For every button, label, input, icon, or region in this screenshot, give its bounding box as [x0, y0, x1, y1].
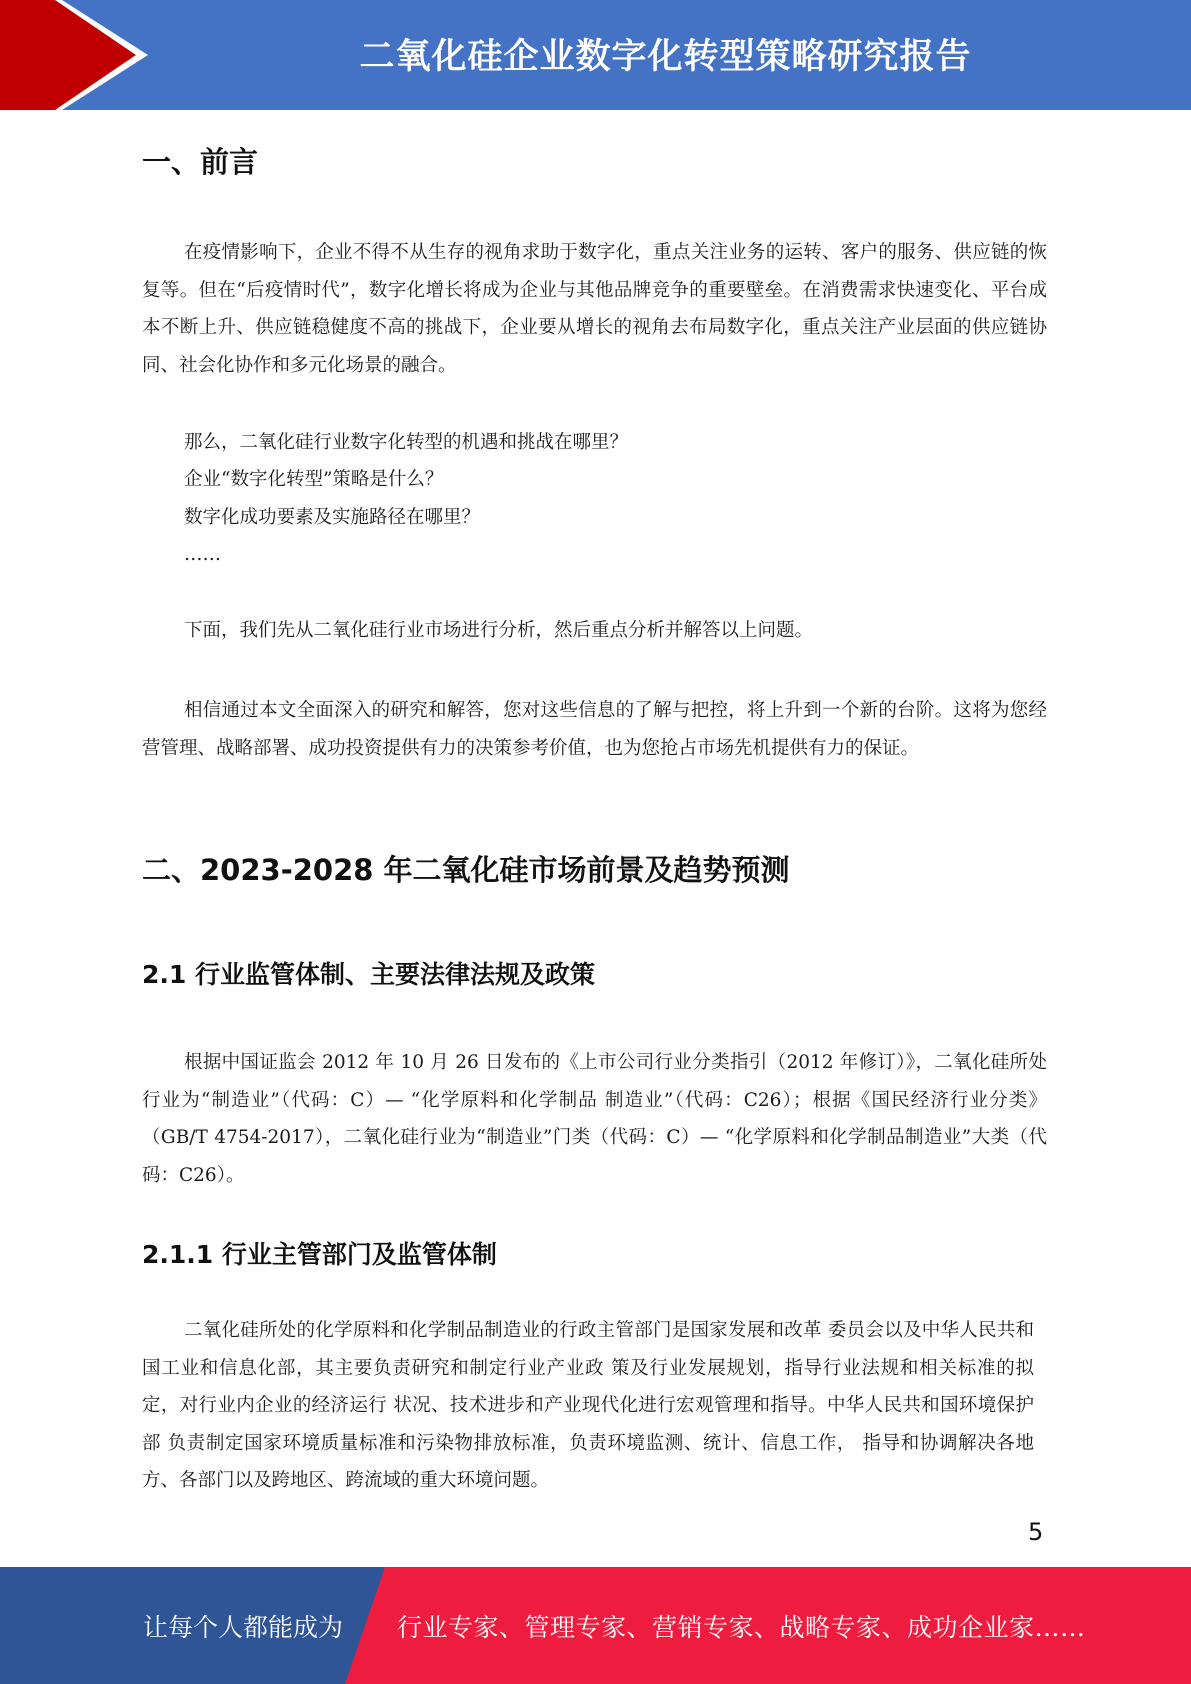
authority-paragraph: 二氧化硅所处的化学原料和化学制品制造业的行政主管部门是国家发展和改革 委员会以及中华人民共和国工业和信息化部，其主要负责研究和制定行业产业政 策及行业发展规划，指导行业法规和相关标准的拟定，对行业内企业的经济运行 状况、技术进步和产业现代化进行宏观管理和指导。中华人民共和国环境保护部 负责制定国家环境质量标准和污染物排放标准，负责环境监测、统计、信息工作， 指导和协调解决各地方、各部门以及跨地区、跨流域的重大环境问题。	[142, 1320, 1034, 1491]
question-line-3: 数字化成功要素及实施路径在哪里？	[184, 507, 481, 528]
report-title: 二氧化硅企业数字化转型策略研究报告	[359, 37, 972, 77]
question-line-1: 那么，二氧化硅行业数字化转型的机遇和挑战在哪里？	[184, 432, 629, 453]
footer-slogan-right: 行业专家、管理专家、营销专家、战略专家、成功企业家……	[397, 1612, 1086, 1642]
preface-paragraph-1: 在疫情影响下，企业不得不从生存的视角求助于数字化，重点关注业务的运转、客户的服务、供应链的恢复等。但在“后疫情时代”，数字化增长将成为企业与其他品牌竞争的重要壁垒。在消费需求快速变化、平台成本不断上升、供应链稳健度不高的挑战下，企业要从增长的视角去布局数字化，重点关注产业层面的供应链协同、社会化协作和多元化场景的融合。	[142, 242, 1047, 376]
page-header	[0, 0, 1191, 110]
page-number: 5	[1028, 1518, 1044, 1546]
regulation-paragraph: 根据中国证监会 2012 年 10 月 26 日发布的《上市公司行业分类指引（2012 年修订）》，二氧化硅所处行业为“制造业”（代码：C）— “化学原料和化学制品 制造业”（代码：C26）；根据《国民经济行业分类》（GB/T 4754-2017），二氧化硅行业为“制造业”门类（代码：C）— “化学原料和化学制品制造业”大类（代码：C26）。	[142, 1052, 1047, 1186]
question-line-2: 企业“数字化转型”策略是什么？	[184, 469, 444, 490]
page-footer	[0, 1567, 1191, 1684]
section-heading-preface: 一、前言	[142, 145, 259, 179]
preface-paragraph-2: 下面，我们先从二氧化硅行业市场进行分析，然后重点分析并解答以上问题。	[184, 620, 814, 641]
question-ellipsis: ……	[184, 544, 221, 565]
preface-paragraph-3: 相信通过本文全面深入的研究和解答，您对这些信息的了解与把控，将上升到一个新的台阶。这将为您经营管理、战略部署、成功投资提供有力的决策参考价值，也为您抢占市场先机提供有力的保证。	[142, 700, 1047, 759]
subsection-heading-2-1-1: 2.1.1 行业主管部门及监管体制	[142, 1240, 497, 1269]
footer-slogan-left: 让每个人都能成为	[143, 1612, 344, 1642]
section-heading-forecast: 二、2023-2028 年二氧化硅市场前景及趋势预测	[142, 853, 790, 887]
subsection-heading-2-1: 2.1 行业监管体制、主要法律法规及政策	[142, 960, 595, 989]
